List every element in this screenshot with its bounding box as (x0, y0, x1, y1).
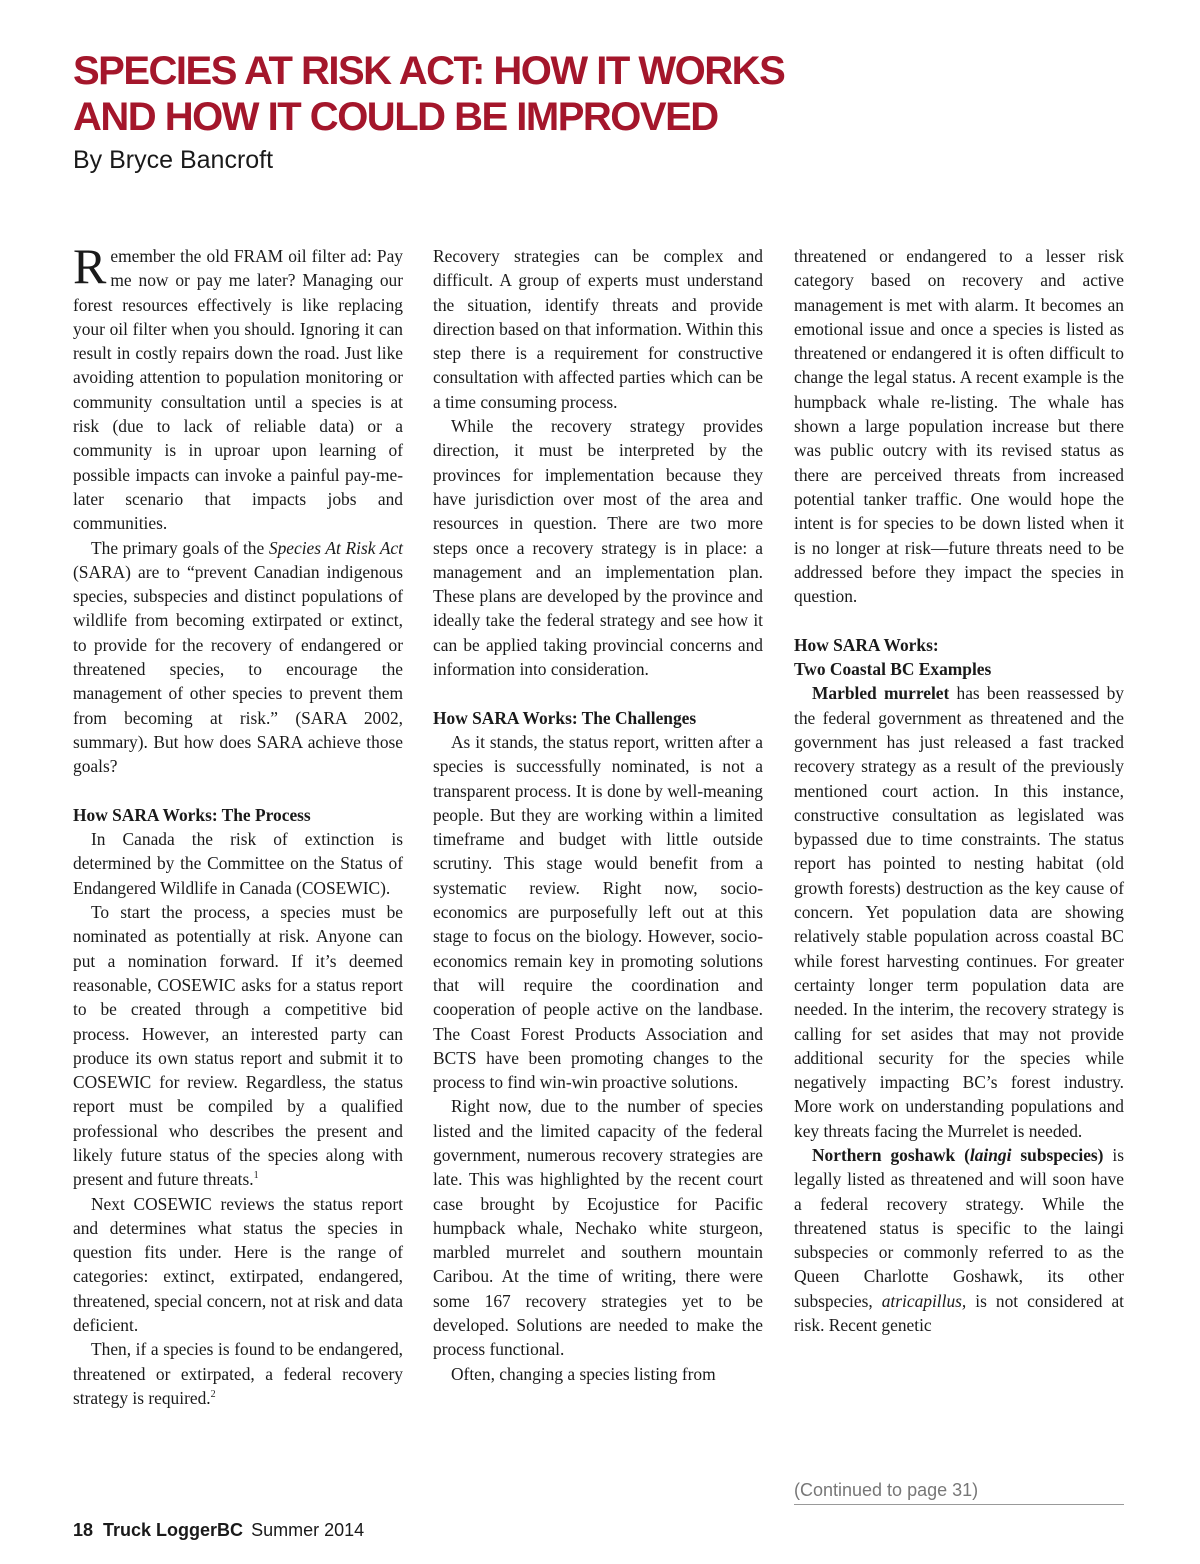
paragraph (73, 900, 403, 1192)
species-name: Marbled murrelet (812, 683, 950, 704)
magazine-name: Truck LoggerBC (103, 1520, 244, 1540)
paragraph: Recovery strategies can be complex and difficult. A group of experts must understand the situation, identify threats and provide direction based on that information. Within this step there is a requirement for constructive consultation with affected parties which can be a time consuming process. (433, 246, 763, 412)
paragraph-text: has been reassessed by the federal government as threatened and the government has just released a fast tracked recovery strategy as a result of the previously mentioned court action. In this instance, constructive consultation as legislated was bypassed due to time constraints. The status report has pointed to nesting habitat (old growth forests) destruction as the key cause of concern. Yet population data are showing relatively stable population across coastal BC while forest harvesting continues. For greater certainty longer term population data are needed. In the interim, the recovery strategy is calling for set asides that may not provide additional security for the species while negatively impacting BC’s forest industry. More work on understanding populations and key threats facing the Murrelet is needed. (794, 683, 1124, 1141)
paragraph-text: is legally listed as threatened and will soon have a federal recovery strategy. While the threatened status is specific to the laingi subspecies or commonly referred to as the Queen Charlotte Goshawk, its other subspecies, (794, 1144, 1124, 1311)
issue-date: Summer 2014 (251, 1520, 365, 1540)
paragraph (73, 536, 403, 779)
subspecies-name: laingi (969, 1144, 1012, 1165)
footnote-ref: 2 (210, 1389, 216, 1401)
act-name: Species At Risk Act (268, 537, 403, 558)
article-title (73, 48, 1073, 140)
paragraph (73, 1337, 403, 1410)
paragraph-text: emember the old FRAM oil filter ad: Pay me now or pay me later? Managing our forest resources effectively is like replacing your oil filter when you should. Ignoring it can result in costly repairs down the road. Just like avoiding attention to population monitoring or community consultation until a species is at risk (due to lack of reliable data) or a community is in uproar upon learning of possible impacts can invoke a painful pay-me-later scenario that impacts jobs and communities. (73, 246, 403, 534)
column-2 (433, 244, 763, 1386)
paragraph-text: Then, if a species is found to be endangered, threatened or extirpated, a federal recovery strategy is required. (73, 1339, 403, 1408)
column-3 (794, 244, 1124, 1337)
page-number: 18 (73, 1520, 94, 1540)
paragraph: Right now, due to the number of species listed and the limited capacity of the federal government, numerous recovery strategies are late. This was highlighted by the recent court case brought by Ecojustice for Pacific humpback whale, Nechako white sturgeon, marbled murrelet and southern mountain Caribou. At the time of writing, there were some 167 recovery strategies yet to be developed. Solutions are needed to make the process functional. (433, 1096, 763, 1360)
footnote-ref: 1 (253, 1170, 259, 1182)
paragraph (794, 681, 1124, 1143)
species-name-part: subspecies) (1011, 1144, 1104, 1165)
paragraph: While the recovery strategy provides direction, it must be interpreted by the provinces for implementation because they have jurisdiction over most of the area and resources in question. There are two more steps once a recovery strategy is in place: a management and an implementation plan. These plans are developed by the province and ideally take the federal strategy and see how it can be applied taking provincial concerns and information into consideration. (433, 416, 763, 680)
byline: By Bryce Bancroft (73, 146, 274, 174)
paragraph: In Canada the risk of extinction is determined by the Committee on the Status of Endangered Wildlife in Canada (COSEWIC). (73, 829, 403, 898)
drop-cap: R (73, 238, 107, 294)
section-heading-challenges: How SARA Works: The Challenges (433, 707, 697, 728)
title-line-1: SPECIES AT RISK ACT: HOW IT WORKS (73, 49, 785, 93)
paragraph (73, 238, 403, 536)
paragraph: threatened or endangered to a lesser risk category based on recovery and active management is met with alarm. It becomes an emotional issue and once a species is listed as threatened or endangered it is often difficult to change the legal status. A recent example is the humpback whale re-listing. The whale has shown a large population increase but there was public outcry with its revised status as there are perceived threats from increased potential tanker traffic. One would hope the intent is for species to be down listed when it is no longer at risk—future threats need to be addressed before they impact the species in question. (794, 246, 1124, 607)
paragraph-text: (SARA) are to “prevent Canadian indigenous species, subspecies and distinct populations of wildlife from becoming extirpated or extinct, to provide for the recovery of endangered or threatened species, to encourage the management of other species to prevent them from becoming at risk.” (SARA 2002, summary). But how does SARA achieve those goals? (73, 561, 403, 777)
paragraph: Next COSEWIC reviews the status report and determines what status the species in question fits under. Here is the range of categories: extinct, extirpated, endangered, threatened, special concern, not at risk and data deficient. (73, 1193, 403, 1336)
paragraph-text: is not considered at risk. Recent genetic (794, 1290, 1124, 1336)
continued-note: (Continued to page 31) (794, 1480, 1124, 1505)
heading-line-1: How SARA Works: (794, 634, 939, 655)
page-footer (73, 1520, 364, 1541)
column-1 (73, 238, 403, 1410)
paragraph: Often, changing a species listing from (451, 1363, 716, 1384)
species-name-part: Northern goshawk ( (812, 1144, 970, 1165)
heading-line-2: Two Coastal BC Examples (794, 659, 992, 680)
section-heading-process: How SARA Works: The Process (73, 804, 311, 825)
species-name (812, 1145, 1103, 1165)
paragraph-text: To start the process, a species must be nominated as potentially at risk. Anyone can put a nomination forward. If it’s deemed reasonable, COSEWIC asks for a status report to be created through a competitive bid process. However, an interested party can produce its own status report and submit it to COSEWIC for review. Regardless, the status report must be compiled by a qualified professional who describes the present and likely future status of the species along with present and future threats. (73, 902, 403, 1190)
paragraph (794, 1143, 1124, 1337)
paragraph-text: The primary goals of the (91, 537, 269, 558)
title-line-2: AND HOW IT COULD BE IMPROVED (73, 95, 718, 139)
subspecies-name: atricapillus, (881, 1290, 967, 1311)
paragraph: As it stands, the status report, written after a species is successfully nominated, is not a transparent process. It is done by well-meaning people. But they are working within a limited timeframe and budget with little outside scrutiny. This stage would benefit from a systematic review. Right now, socio-economics are purposefully left out at this stage to focus on the biology. However, socio-economics remain key in promoting solutions that will require the coordination and cooperation of people active on the landbase. The Coast Forest Products Association and BCTS have been promoting changes to the process to find win-win proactive solutions. (433, 731, 763, 1093)
section-heading-examples (794, 633, 1124, 682)
